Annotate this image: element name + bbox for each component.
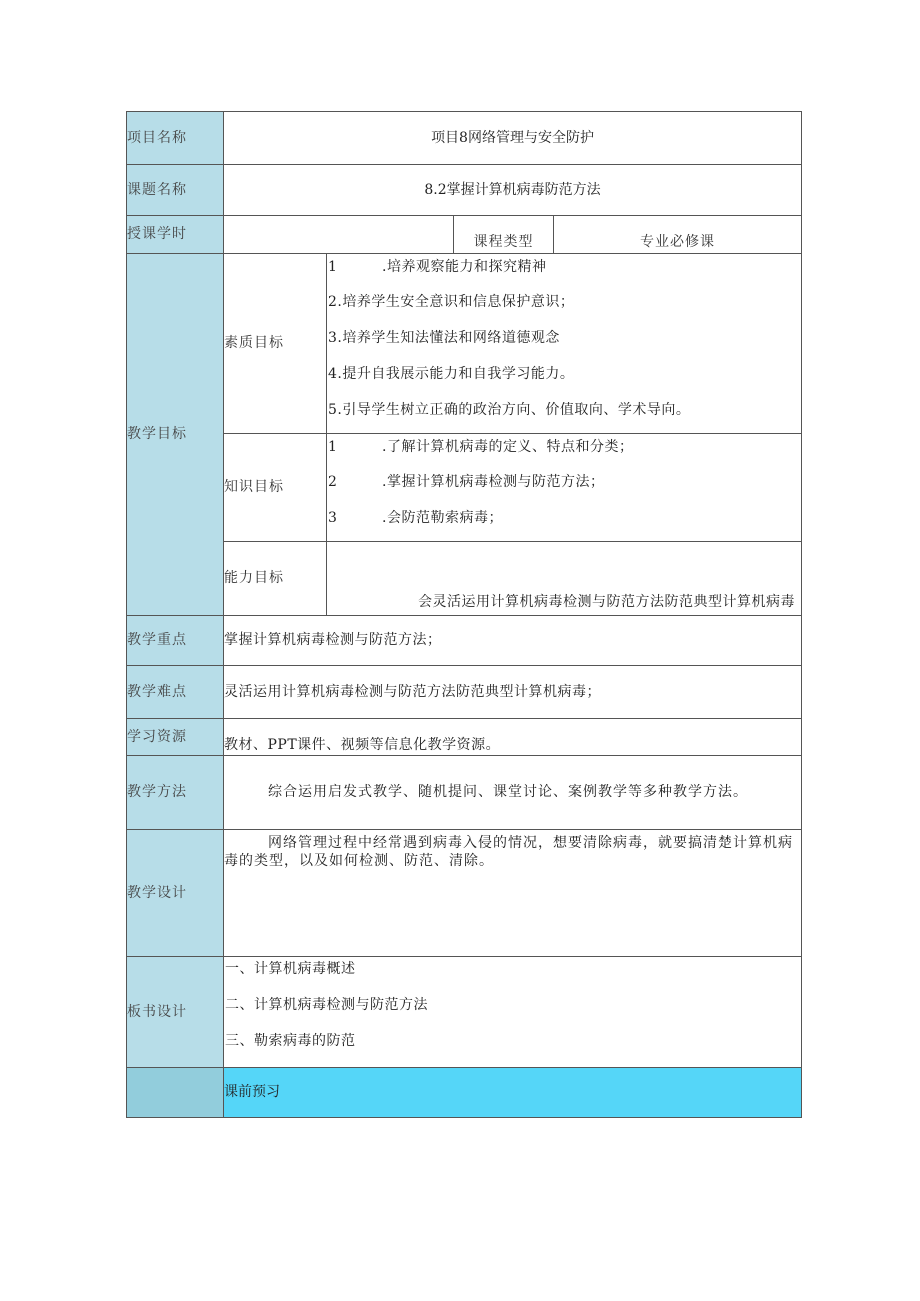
- board-label: 板书设计: [127, 957, 224, 1068]
- row-preview: [127, 1068, 802, 1118]
- item-text: .掌握计算机病毒检测与防范方法；: [382, 474, 605, 490]
- project-name: 项目8网络管理与安全防护: [224, 112, 802, 165]
- item-number: 3: [328, 510, 338, 526]
- ability-objectives-label: 能力目标: [224, 542, 327, 616]
- row-topic: [127, 165, 802, 216]
- list-item: 一、计算机病毒概述: [225, 961, 356, 977]
- resources-value: 教材、PPT课件、视频等信息化教学资源。: [224, 719, 802, 756]
- list-item: [327, 284, 801, 320]
- course-type-label: 课程类型: [454, 216, 554, 254]
- item-text: .会防范勒索病毒；: [382, 510, 503, 526]
- project-label: 项目名称: [127, 112, 224, 165]
- board-list: [224, 957, 802, 1068]
- item-number: 1: [328, 259, 338, 275]
- quality-objectives-list: [327, 254, 802, 434]
- item-text: .培养观察能力和探究精神: [382, 259, 547, 275]
- methods-value: 综合运用启发式教学、随机提问、课堂讨论、案例教学等多种教学方法。: [224, 756, 802, 830]
- item-text: 2.培养学生安全意识和信息保护意识；: [328, 294, 575, 310]
- list-item: 二、计算机病毒检测与防范方法: [225, 997, 428, 1013]
- item-text: 4.提升自我展示能力和自我学习能力。: [328, 366, 575, 382]
- item-number: 2: [328, 474, 338, 490]
- resources-label: 学习资源: [127, 719, 224, 756]
- item-text: 3.培养学生知法懂法和网络道德观念: [328, 330, 560, 346]
- design-value: 网络管理过程中经常遇到病毒入侵的情况，想要清除病毒，就要搞清楚计算机病毒的类型，以及如何检测、防范、清除。: [224, 830, 802, 957]
- row-hours: [127, 216, 802, 254]
- ability-objectives-text: 会灵活运用计算机病毒检测与防范方法防范典型计算机病毒: [327, 542, 802, 616]
- list-item: [327, 464, 801, 500]
- list-item: [327, 356, 801, 392]
- lesson-plan-table: [126, 111, 802, 1118]
- preview-heading: 课前预习: [224, 1068, 802, 1118]
- row-methods: [127, 756, 802, 830]
- objectives-label: 教学目标: [127, 254, 224, 616]
- methods-label: 教学方法: [127, 756, 224, 830]
- list-item: [327, 500, 801, 536]
- quality-objectives-label: 素质目标: [224, 254, 327, 434]
- topic-label: 课题名称: [127, 165, 224, 216]
- list-item: [327, 320, 801, 356]
- row-ability-objectives: [127, 542, 802, 616]
- row-knowledge-objectives: [127, 434, 802, 542]
- row-project: [127, 112, 802, 165]
- knowledge-objectives-label: 知识目标: [224, 434, 327, 542]
- key-points-value: 掌握计算机病毒检测与防范方法；: [224, 616, 802, 666]
- knowledge-objectives-list: [327, 434, 802, 542]
- preview-label: [127, 1068, 224, 1118]
- row-design: [127, 830, 802, 957]
- topic-name: 8.2掌握计算机病毒防范方法: [224, 165, 802, 216]
- item-text: 5.引导学生树立正确的政治方向、价值取向、学术导向。: [328, 402, 691, 418]
- row-difficulties: [127, 666, 802, 719]
- key-points-label: 教学重点: [127, 616, 224, 666]
- difficulties-label: 教学难点: [127, 666, 224, 719]
- hours-label: 授课学时: [127, 216, 224, 254]
- list-item: 三、勒索病毒的防范: [225, 1033, 356, 1049]
- row-board: [127, 957, 802, 1068]
- item-text: .了解计算机病毒的定义、特点和分类；: [382, 439, 634, 455]
- row-resources: [127, 719, 802, 756]
- course-type-value: 专业必修课: [554, 216, 802, 254]
- difficulties-value: 灵活运用计算机病毒检测与防范方法防范典型计算机病毒；: [224, 666, 802, 719]
- row-key-points: [127, 616, 802, 666]
- list-item: [327, 392, 801, 428]
- hours-value: [224, 216, 454, 254]
- list-item: [327, 254, 801, 284]
- row-quality-objectives: [127, 254, 802, 434]
- list-item: [327, 434, 801, 464]
- item-number: 1: [328, 439, 338, 455]
- design-label: 教学设计: [127, 830, 224, 957]
